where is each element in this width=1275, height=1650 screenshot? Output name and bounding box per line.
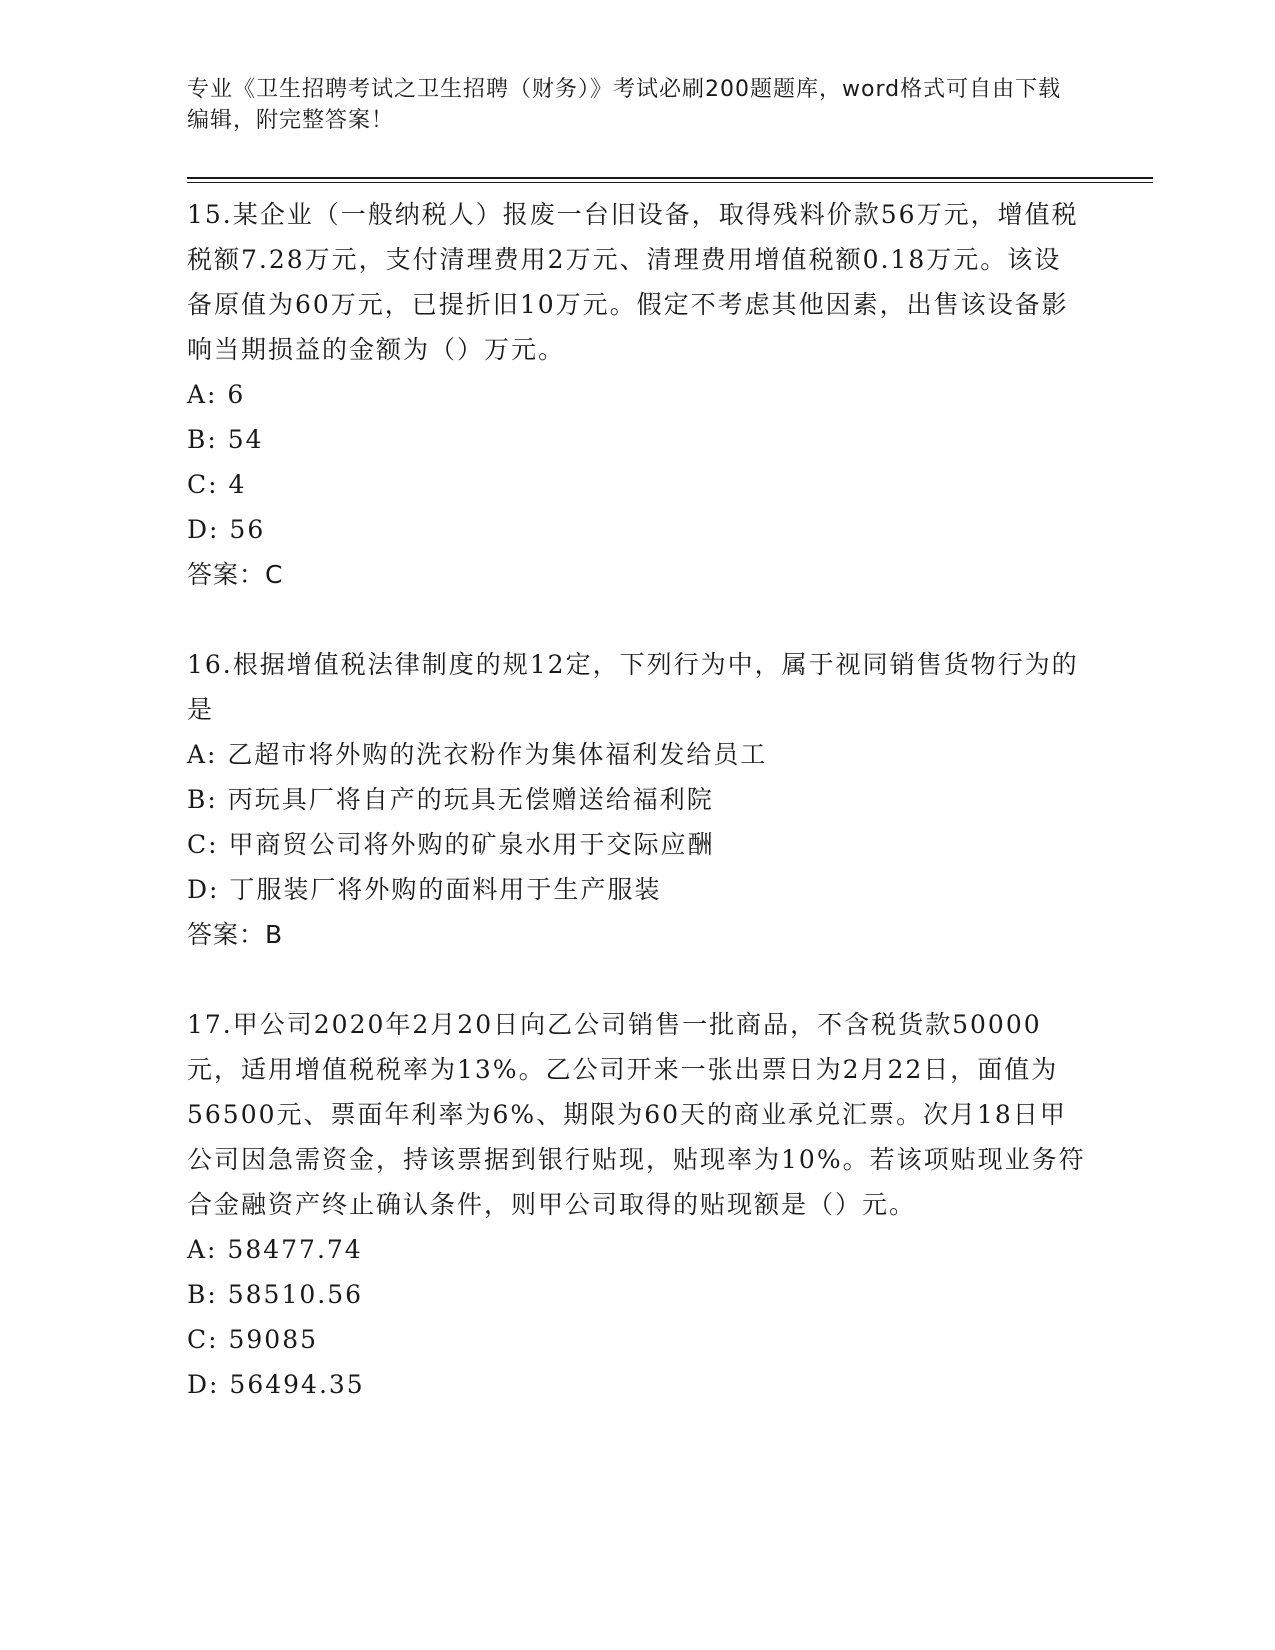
option-c: C: 59085 [187, 1325, 319, 1354]
question-list [187, 192, 1087, 1407]
option-d: D: 丁服装厂将外购的面料用于生产服装 [187, 875, 662, 904]
header-divider [187, 177, 1153, 179]
option-b: B: 58510.56 [187, 1280, 364, 1309]
question-16 [187, 642, 1087, 957]
option-b: B: 54 [187, 425, 264, 454]
option-d: D: 56494.35 [187, 1370, 365, 1399]
answer: 答案：C [187, 560, 284, 589]
question-17 [187, 1002, 1087, 1407]
question-stem: 15.某企业（一般纳税人）报废一台旧设备，取得残料价款56万元，增值税税额7.28万元，支付清理费用2万元、清理费用增值税额0.18万元。该设备原值为60万元，已提折旧10万元。假定不考虑其他因素，出售该设备影响当期损益的金额为（）万元。 [187, 200, 1079, 364]
option-a: A: 乙超市将外购的洗衣粉作为集体福利发给员工 [187, 740, 768, 769]
option-a: A: 58477.74 [187, 1235, 363, 1264]
spacer [187, 957, 1087, 1002]
document-header: 专业《卫生招聘考试之卫生招聘（财务）》考试必刷200题题库，word格式可自由下载编辑，附完整答案！ [187, 77, 1062, 133]
spacer [187, 597, 1087, 642]
answer: 答案：B [187, 920, 284, 949]
option-c: C: 4 [187, 470, 247, 499]
question-stem: 16.根据增值税法律制度的规12定，下列行为中，属于视同销售货物行为的是 [187, 650, 1079, 724]
option-a: A: 6 [187, 380, 246, 409]
header-divider-thin [187, 182, 1153, 183]
option-b: B: 丙玩具厂将自产的玩具无偿赠送给福利院 [187, 785, 714, 814]
option-d: D: 56 [187, 515, 266, 544]
question-stem: 17.甲公司2020年2月20日向乙公司销售一批商品，不含税货款50000元，适用增值税税率为13%。乙公司开来一张出票日为2月22日，面值为56500元、票面年利率为6%、期限为60天的商业承兑汇票。次月18日甲公司因急需资金，持该票据到银行贴现，贴现率为10%。若该项贴现业务符合金融资产终止确认条件，则甲公司取得的贴现额是（）元。 [187, 1010, 1086, 1219]
question-15 [187, 192, 1087, 597]
option-c: C: 甲商贸公司将外购的矿泉水用于交际应酬 [187, 830, 715, 859]
